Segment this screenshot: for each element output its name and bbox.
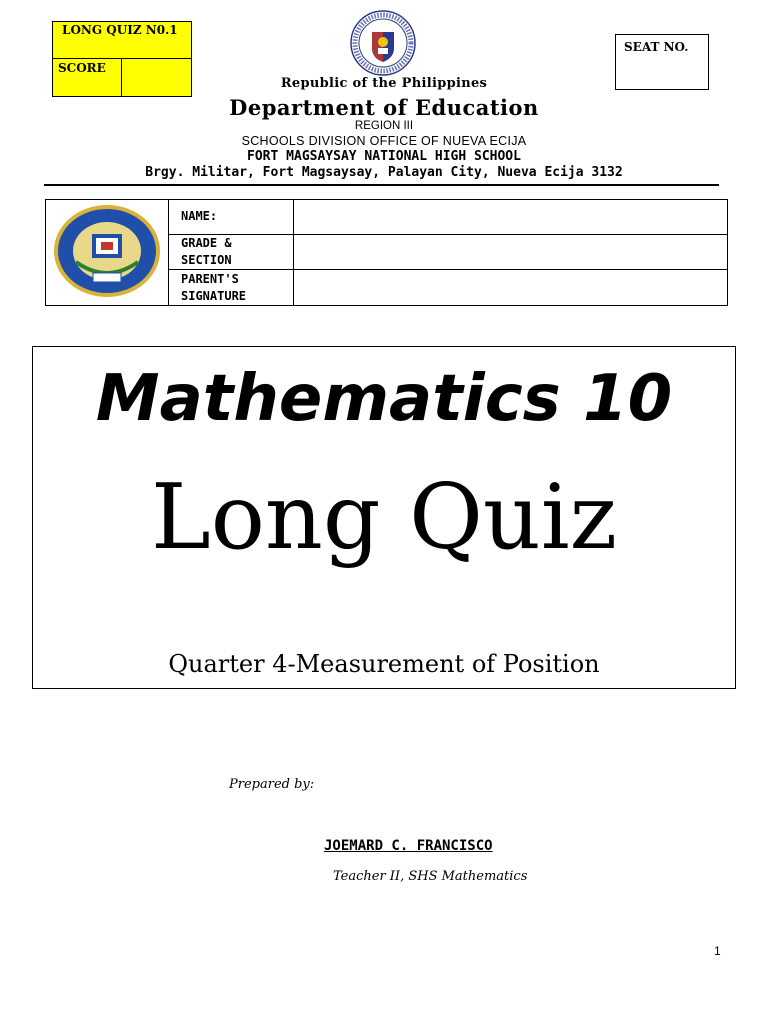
quarter-subtitle: Quarter 4-Measurement of Position [168,650,600,678]
school-logo-icon [46,200,168,302]
seat-number-label: SEAT NO. [624,40,689,54]
subject-title: Mathematics 10 [95,362,673,436]
school-name: FORT MAGSAYSAY NATIONAL HIGH SCHOOL [247,149,521,164]
header-divider [44,184,719,186]
signature-label: SIGNATURE [181,288,247,303]
name-label-cell [169,200,294,235]
name-field [294,200,728,235]
quiz-number-row [53,22,191,59]
deped-seal-icon [350,10,416,76]
department-heading: Department of Education [229,95,539,120]
region-heading: REGION III [354,120,414,132]
page-number: 1 [714,944,721,958]
quiz-number-label: LONG QUIZ N0.1 [62,23,178,37]
prepared-by-label: Prepared by: [229,777,315,792]
parent-signature-field [294,270,728,306]
name-label: NAME: [181,209,218,224]
title-box [32,346,736,689]
grade-section-label-cell [169,234,294,270]
student-info-table [45,199,728,306]
parent-signature-label-cell [169,270,294,306]
section-label: SECTION [181,252,232,267]
division-heading: SCHOOLS DIVISION OFFICE OF NUEVA ECIJA [241,134,527,148]
teacher-name: JOEMARD C. FRANCISCO [324,838,493,854]
grade-section-field [294,234,728,270]
score-label: SCORE [58,61,106,75]
quiz-title: Long Quiz [150,465,618,570]
school-address: Brgy. Militar, Fort Magsaysay, Palayan City, Nueva Ecija 3132 [145,165,623,180]
grade-label: GRADE & [181,235,232,250]
teacher-position: Teacher II, SHS Mathematics [333,869,528,884]
parent-label: PARENT'S [181,271,239,286]
republic-heading: Republic of the Philippines [280,76,488,91]
school-logo-cell [46,200,169,306]
